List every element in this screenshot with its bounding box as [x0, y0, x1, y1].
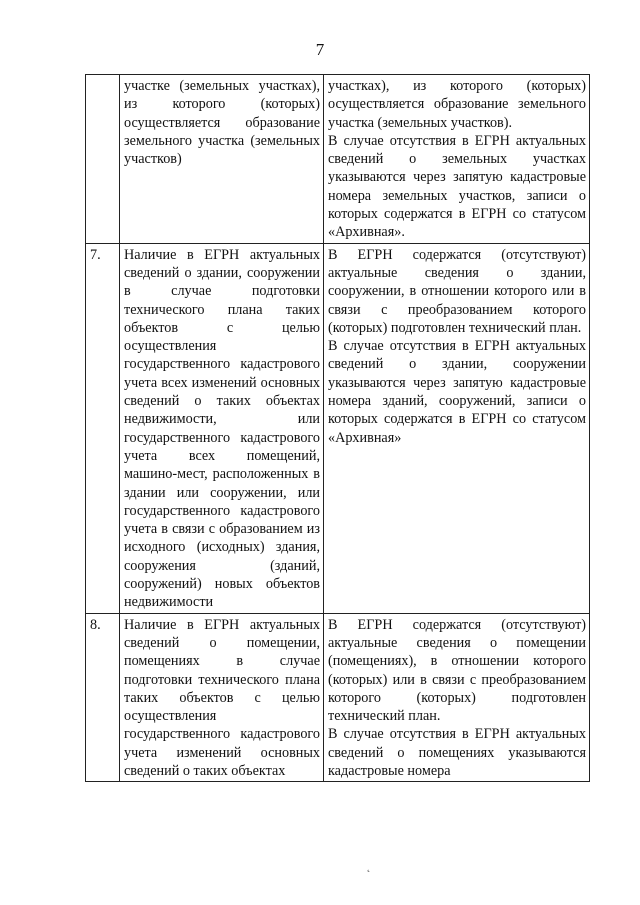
row-number: 7.	[86, 243, 120, 613]
value-text: В случае отсутствия в ЕГРН актуальных сведений о помещениях указываются кадастровые номера	[328, 726, 586, 779]
requirement-text: участке (земельных участках), из которого (которых) осуществляется образование земельного участка (земельных участков)	[124, 78, 320, 168]
requirement-text: Наличие в ЕГРН актуальных сведений о здании, сооружении в случае подготовки технического плана таких объектов с целью осуществления государственного кадастрового учета всех изменений основных сведений о таких объектах недвижимости, или государственного кадастрового учета всех помещений, машино-мест, расположенных в здании или сооружении, или государственного кадастрового учета в связи с образованием из исходного (исходных) здания, сооружения (зданий, сооружений) новых объектов недвижимости	[124, 246, 320, 611]
table-row	[86, 613, 590, 782]
table-row	[86, 75, 590, 244]
value-text: участках), из которого (которых) осуществляется образование земельного участка (земельных участков).	[328, 78, 586, 131]
value-cell	[324, 75, 590, 244]
value-text: В случае отсутствия в ЕГРН актуальных сведений о земельных участках указываются через запятую кадастровые номера земельных участков, записи о которых содержатся в ЕГРН со статусом «Архивная».	[328, 132, 586, 241]
page-number: 7	[315, 40, 325, 59]
requirement-cell	[120, 613, 324, 782]
row-number	[86, 75, 120, 244]
requirement-cell	[120, 243, 324, 613]
value-text: В случае отсутствия в ЕГРН актуальных сведений о здании, сооружении указываются через запятую кадастровые номера зданий, сооружений, записи о которых содержатся в ЕГРН со статусом «Архивная»	[328, 338, 586, 446]
requirement-text: Наличие в ЕГРН актуальных сведений о помещении, помещениях в случае подготовки технического плана таких объектов с целью осуществления государственного кадастрового учета изменений основных сведений о таких объектах	[124, 616, 320, 779]
table-row	[86, 243, 590, 613]
value-text: В ЕГРН содержатся (отсутствуют) актуальные сведения о здании, сооружении, в отношении которого или в связи с преобразованием которого (которых) подготовлен технический план.	[328, 246, 586, 336]
value-text: В ЕГРН содержатся (отсутствуют) актуальные сведения о помещении (помещениях), в отношении которого (которых) или в связи с преобразованием которого (которых) подготовлен технический план.	[328, 616, 586, 725]
row-number: 8.	[86, 613, 120, 782]
requirement-cell	[120, 75, 324, 244]
value-cell	[324, 613, 590, 782]
stray-mark: ˛	[367, 862, 371, 873]
value-cell	[324, 243, 590, 613]
document-table	[85, 74, 590, 782]
